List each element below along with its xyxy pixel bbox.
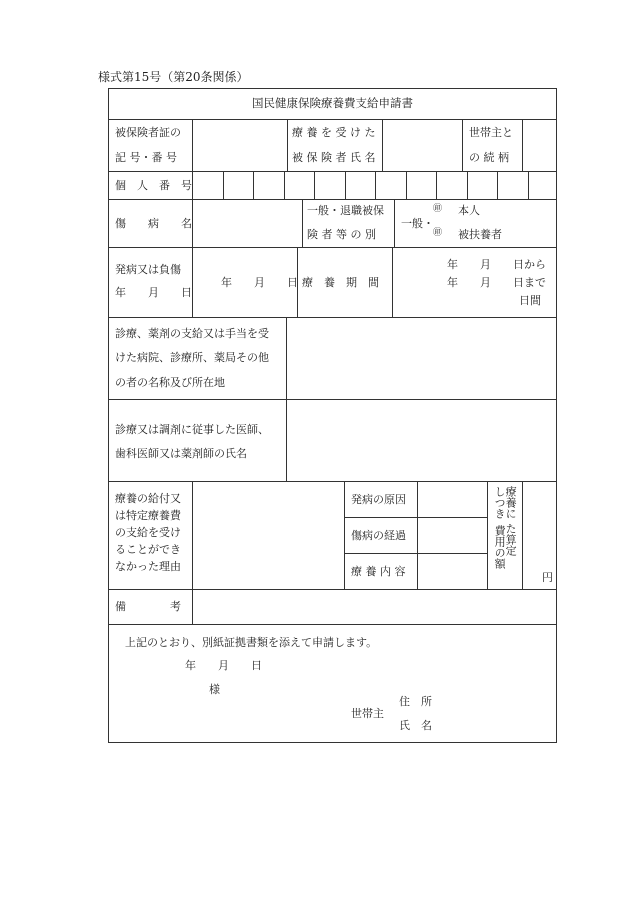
remarks-field[interactable] [193, 590, 556, 623]
provider-label: けた病院、診療所、薬局その他 [115, 351, 269, 364]
period-from-field[interactable]: 年 月 日から [447, 258, 546, 271]
cost-label: 費用の額 [493, 525, 507, 569]
remarks-label: 備 考 [115, 600, 181, 613]
form-title: 国民健康保険療養費支給申請書 [252, 96, 413, 110]
insured-category-label: 険 者 等 の 別 [307, 228, 376, 241]
row-divider [109, 247, 556, 248]
treatment-content-field[interactable] [418, 554, 486, 588]
onset-date-field[interactable]: 年 月 日 [221, 276, 298, 289]
period-days-field[interactable]: 日間 [519, 294, 541, 307]
relation-field[interactable] [523, 120, 556, 170]
personal-number-field[interactable] [193, 172, 556, 198]
relation-label: の 続 柄 [469, 151, 509, 164]
reason-label: は特定療養費 [115, 509, 181, 522]
col-divider [462, 119, 463, 171]
injury-name-field[interactable] [193, 200, 301, 246]
col-divider [394, 199, 395, 247]
self-option[interactable]: 本人 [458, 204, 480, 217]
insured-card-number-field[interactable] [193, 120, 286, 170]
application-date-field[interactable]: 年 月 日 [185, 659, 262, 672]
insured-card-label: 記 号・番 号 [115, 151, 177, 164]
onset-date-label: 年 月 日 [115, 286, 192, 299]
patient-name-label: 療 養 を 受 け た [292, 126, 376, 139]
reason-label: 療養の給付又 [115, 492, 181, 505]
insured-category-label: 一般・退職被保 [307, 204, 384, 217]
reason-label: の支給を受け [115, 526, 181, 539]
patient-name-label: 被 保 険 者 氏 名 [292, 151, 376, 164]
personal-number-label: 個 人 番 号 [115, 179, 192, 192]
col-divider [392, 247, 393, 317]
address-field[interactable] [449, 691, 549, 709]
name-label: 氏 名 [399, 719, 432, 732]
cost-label: た算定 [504, 523, 518, 556]
reason-label: なかった理由 [115, 560, 181, 573]
seal-mark-icon: ㊞ [433, 204, 443, 214]
onset-date-label: 発病又は負傷 [115, 263, 181, 276]
patient-name-field[interactable] [383, 120, 461, 170]
course-label: 傷病の経過 [351, 529, 406, 542]
householder-label: 世帯主 [351, 707, 384, 720]
row-divider [109, 199, 556, 200]
addressee-suffix: 様 [209, 683, 220, 696]
col-divider [487, 481, 488, 589]
col-divider [344, 481, 345, 589]
cost-label: しつき [493, 486, 507, 519]
cost-field[interactable] [523, 482, 556, 588]
practitioner-field[interactable] [287, 400, 556, 480]
injury-name-label: 傷 病 名 [115, 217, 192, 230]
insured-card-label: 被保険者証の [115, 126, 181, 139]
general-option: 一般・ [401, 217, 434, 230]
col-divider [302, 199, 303, 247]
reason-label: ることができ [115, 543, 181, 556]
form-number: 様式第15号（第20条関係） [98, 70, 249, 84]
treatment-period-label: 療 養 期 間 [302, 276, 379, 289]
course-field[interactable] [418, 518, 486, 552]
col-divider [192, 247, 193, 317]
cost-label: 療養に [504, 486, 518, 519]
cause-label: 発病の原因 [351, 493, 406, 506]
name-field[interactable] [449, 715, 549, 733]
row-divider [109, 624, 556, 625]
address-label: 住 所 [399, 695, 432, 708]
application-form [108, 88, 557, 743]
provider-field[interactable] [287, 318, 556, 398]
practitioner-label: 診療又は調剤に従事した医師、 [115, 423, 269, 436]
dependent-option[interactable]: 被扶養者 [458, 228, 502, 241]
treatment-content-label: 療 養 内 容 [351, 565, 406, 578]
provider-label: 診療、薬剤の支給又は手当を受 [115, 327, 269, 340]
row-divider [109, 119, 556, 120]
reason-field[interactable] [193, 482, 343, 588]
relation-label: 世帯主と [469, 126, 513, 139]
practitioner-label: 歯科医師又は薬剤師の氏名 [115, 447, 247, 460]
cause-field[interactable] [418, 482, 486, 516]
col-divider [287, 119, 288, 171]
yen-unit: 円 [542, 571, 553, 584]
period-to-field[interactable]: 年 月 日まで [447, 276, 546, 289]
seal-mark-icon: ㊞ [433, 228, 443, 238]
provider-label: の者の名称及び所在地 [115, 376, 225, 389]
statement-text: 上記のとおり、別紙証拠書類を添えて申請します。 [125, 636, 378, 649]
